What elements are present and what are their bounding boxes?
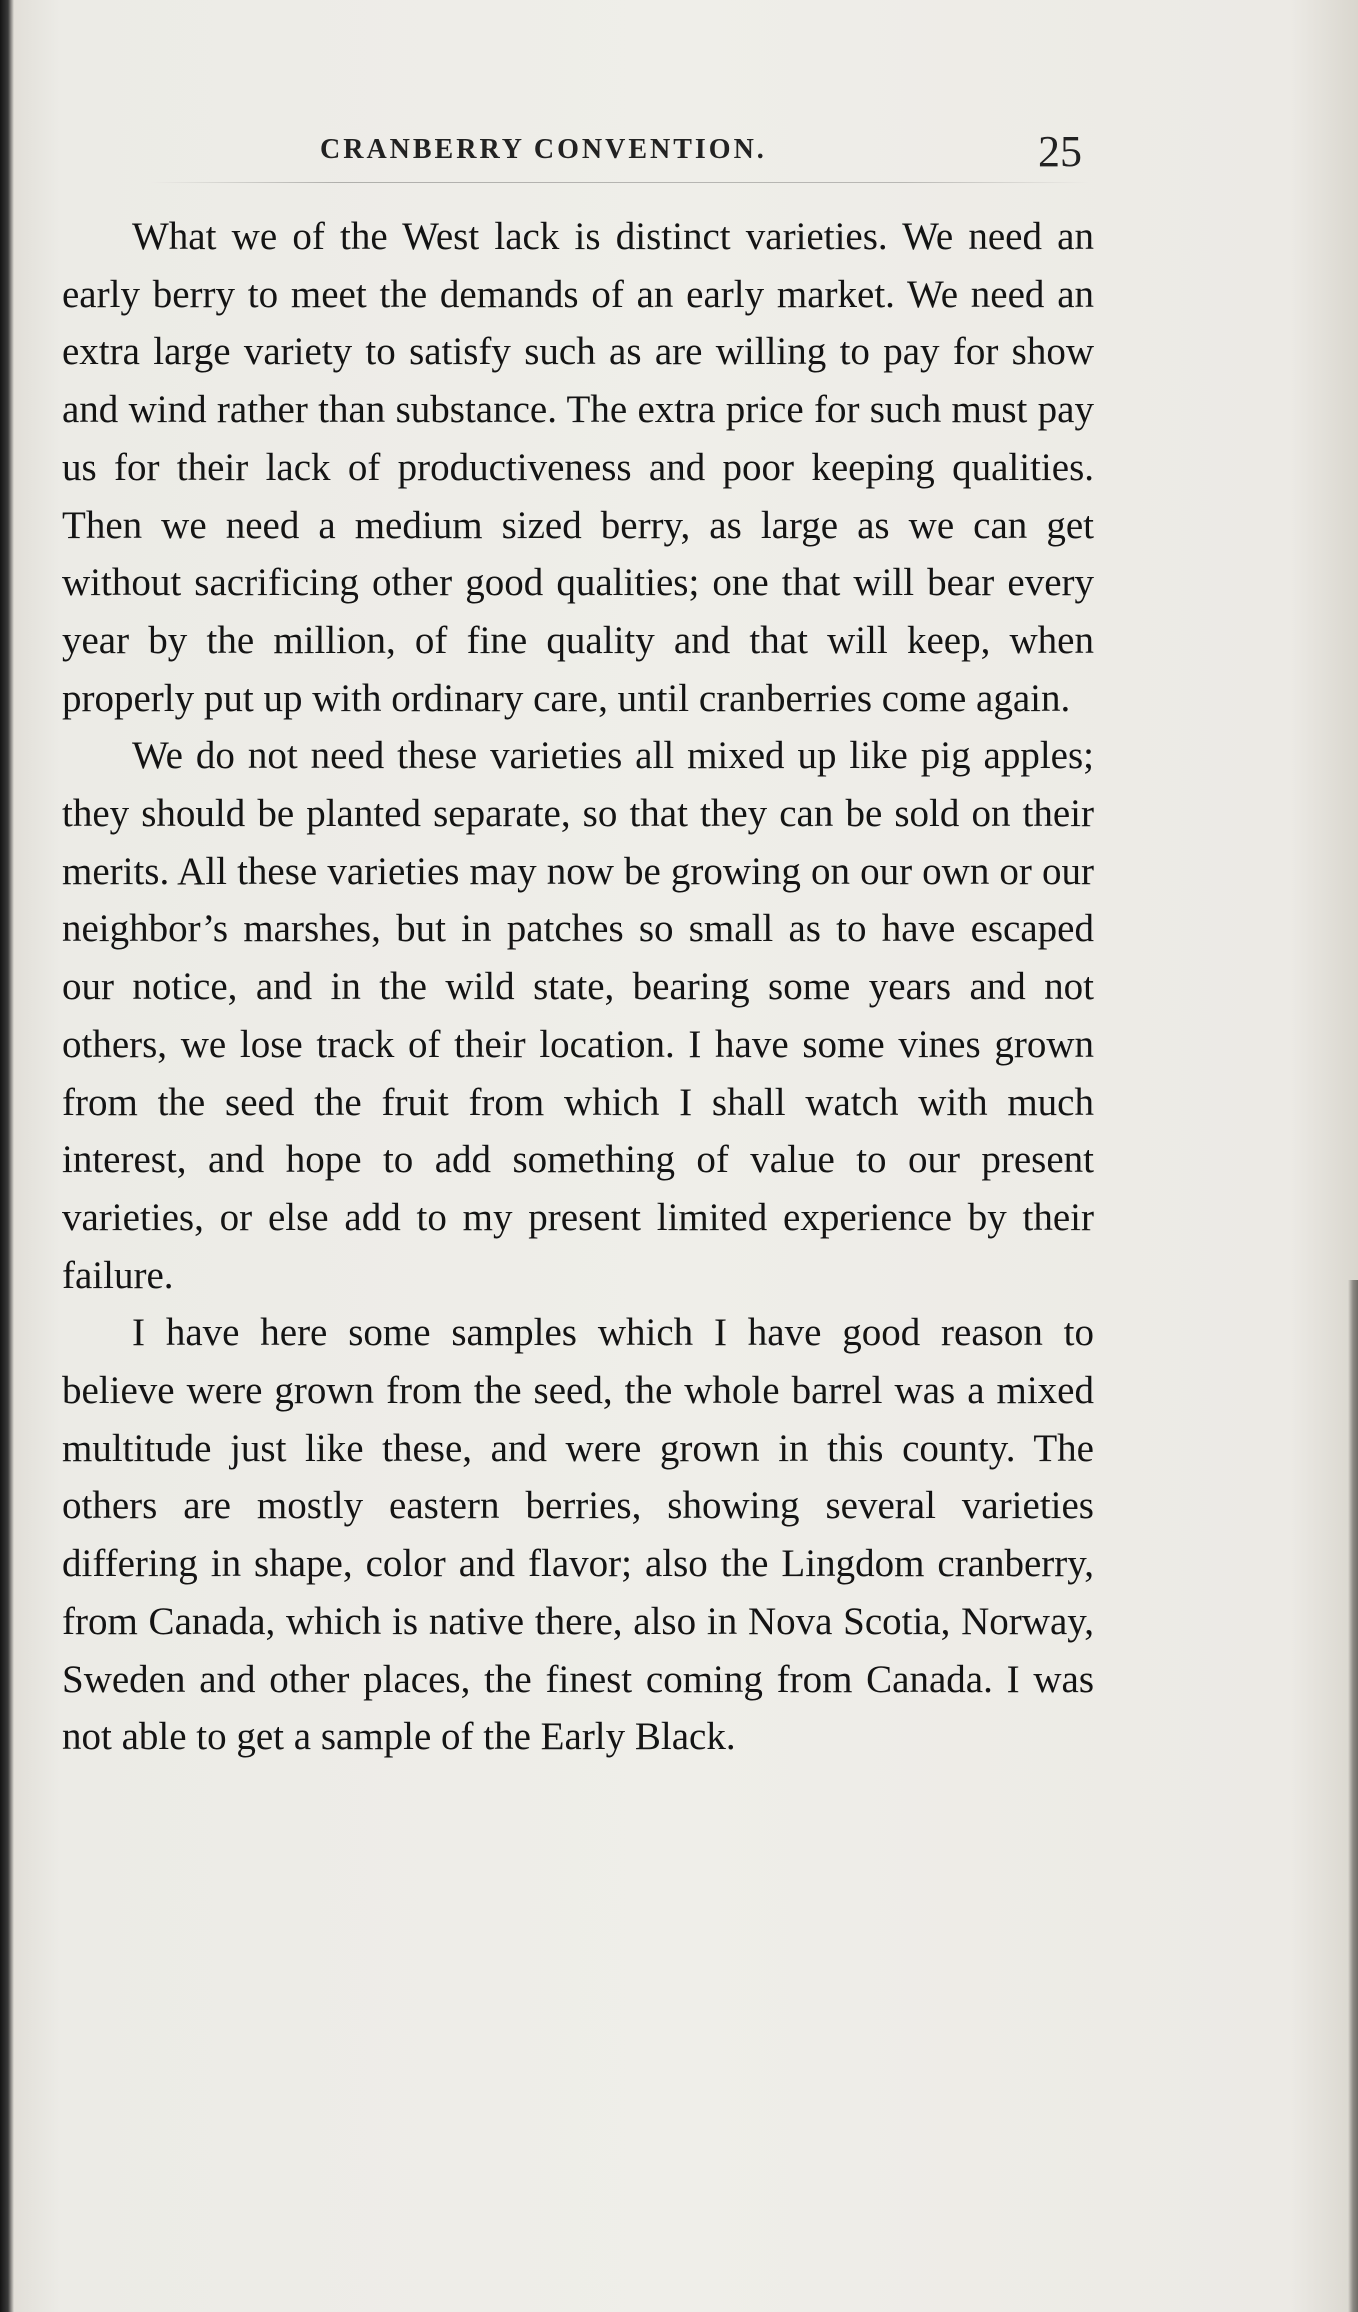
header-rule bbox=[150, 182, 1090, 183]
running-title: CRANBERRY CONVENTION. bbox=[320, 134, 767, 165]
paragraph-text: We do not need these varieties all mixed up like pig apples; they should be planted separate, so that they can be sold on their merits. All these varieties may now be growing on our own or our neighbor’s marshes, but in patches so small as to have escaped our notice, and in the wild state, bearing some years and not others, we lose track of their location. I have some vines grown from the seed the fruit from which I shall watch with much interest, and hope to add something of value to our present varieties, or else add to my present limited experience by their failure. bbox=[62, 734, 1094, 1297]
page-fore-edge bbox=[1348, 1280, 1358, 2312]
page-number: 25 bbox=[1038, 127, 1082, 176]
paragraph-text: I have here some samples which I have good reason to believe were grown from the seed, the whole barrel was a mixed multitude just like these, and were grown in this county. The others are mostly eastern berries, showing several varieties differing in shape, color and flavor; also the Lingdom cranberry, from Canada, which is native there, also in Nova Scotia, Norway, Sweden and other places, the finest coming from Canada. I was not able to get a sample of the Early Black. bbox=[62, 1311, 1094, 1759]
page-header bbox=[0, 126, 1358, 186]
page-binding-edge bbox=[0, 0, 14, 2312]
paragraph bbox=[62, 727, 1094, 1304]
paragraph bbox=[62, 1304, 1094, 1766]
paragraph-text: What we of the West lack is distinct varieties. We need an early berry to meet the demands of an early market. We need an extra large variety to satisfy such as are willing to pay for show and wind rather than substance. The extra price for such must pay us for their lack of productiveness and poor keeping qualities. Then we need a medium sized berry, as large as we can get without sacrificing other good qualities; one that will bear every year by the million, of fine quality and that will keep, when properly put up with ordinary care, until cranberries come again. bbox=[62, 215, 1094, 720]
body-text bbox=[62, 208, 1094, 1766]
paragraph bbox=[62, 208, 1094, 727]
